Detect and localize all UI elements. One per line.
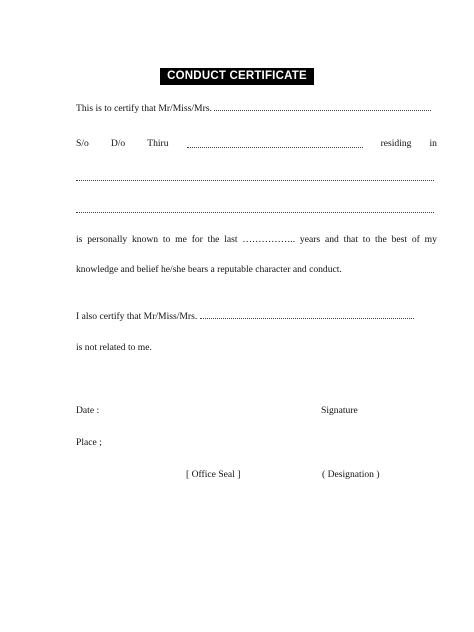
parentage-labels — [76, 138, 169, 150]
character-line — [76, 264, 437, 276]
years-blank[interactable]: …………….. — [242, 234, 296, 245]
parentage-line — [76, 138, 437, 150]
word: to — [162, 234, 171, 245]
word: last — [224, 234, 238, 245]
date-label: Date : — [76, 405, 100, 416]
address-line-1 — [76, 171, 437, 185]
word: best — [391, 234, 408, 245]
relation-line — [76, 309, 437, 323]
word: is — [76, 234, 83, 245]
word: and — [324, 234, 339, 245]
word: of — [411, 234, 420, 245]
word: to — [362, 234, 371, 245]
certify-line — [76, 101, 437, 115]
signature-label: Signature — [321, 405, 358, 416]
character-text: knowledge and belief he/she bears a reputable character and conduct. — [76, 264, 342, 275]
father-name-blank[interactable] — [187, 138, 363, 148]
in-label: in — [429, 138, 437, 149]
word: personally — [87, 234, 128, 245]
word: for — [191, 234, 203, 245]
designation-label: ( Designation ) — [322, 469, 380, 480]
place-label: Place ; — [76, 437, 102, 448]
relation-name-blank[interactable] — [200, 309, 414, 319]
not-related-line — [76, 342, 437, 354]
relation-text: I also certify that Mr/Miss/Mrs. — [76, 311, 198, 322]
residing-label: residing — [380, 138, 412, 149]
not-related-text: is not related to me. — [76, 342, 152, 353]
word: that — [343, 234, 358, 245]
word: the — [375, 234, 387, 245]
word: known — [131, 234, 159, 245]
name-blank[interactable] — [214, 101, 431, 111]
word: years — [299, 234, 321, 245]
do-label: D/o — [110, 138, 126, 149]
title-wrapper — [0, 66, 474, 85]
office-seal-label: [ Office Seal ] — [186, 469, 241, 480]
certificate-title: CONDUCT CERTIFICATE — [160, 68, 314, 85]
word: my — [424, 234, 437, 245]
word: the — [207, 234, 220, 245]
word: me — [175, 234, 187, 245]
known-period-line — [76, 234, 437, 246]
thiru-label: Thiru — [147, 138, 169, 149]
certify-text: This is to certify that Mr/Miss/Mrs. — [76, 103, 212, 114]
address-blank-2[interactable] — [76, 203, 434, 213]
address-blank-1[interactable] — [76, 171, 434, 181]
address-line-2 — [76, 203, 437, 217]
so-label: S/o — [76, 138, 89, 149]
